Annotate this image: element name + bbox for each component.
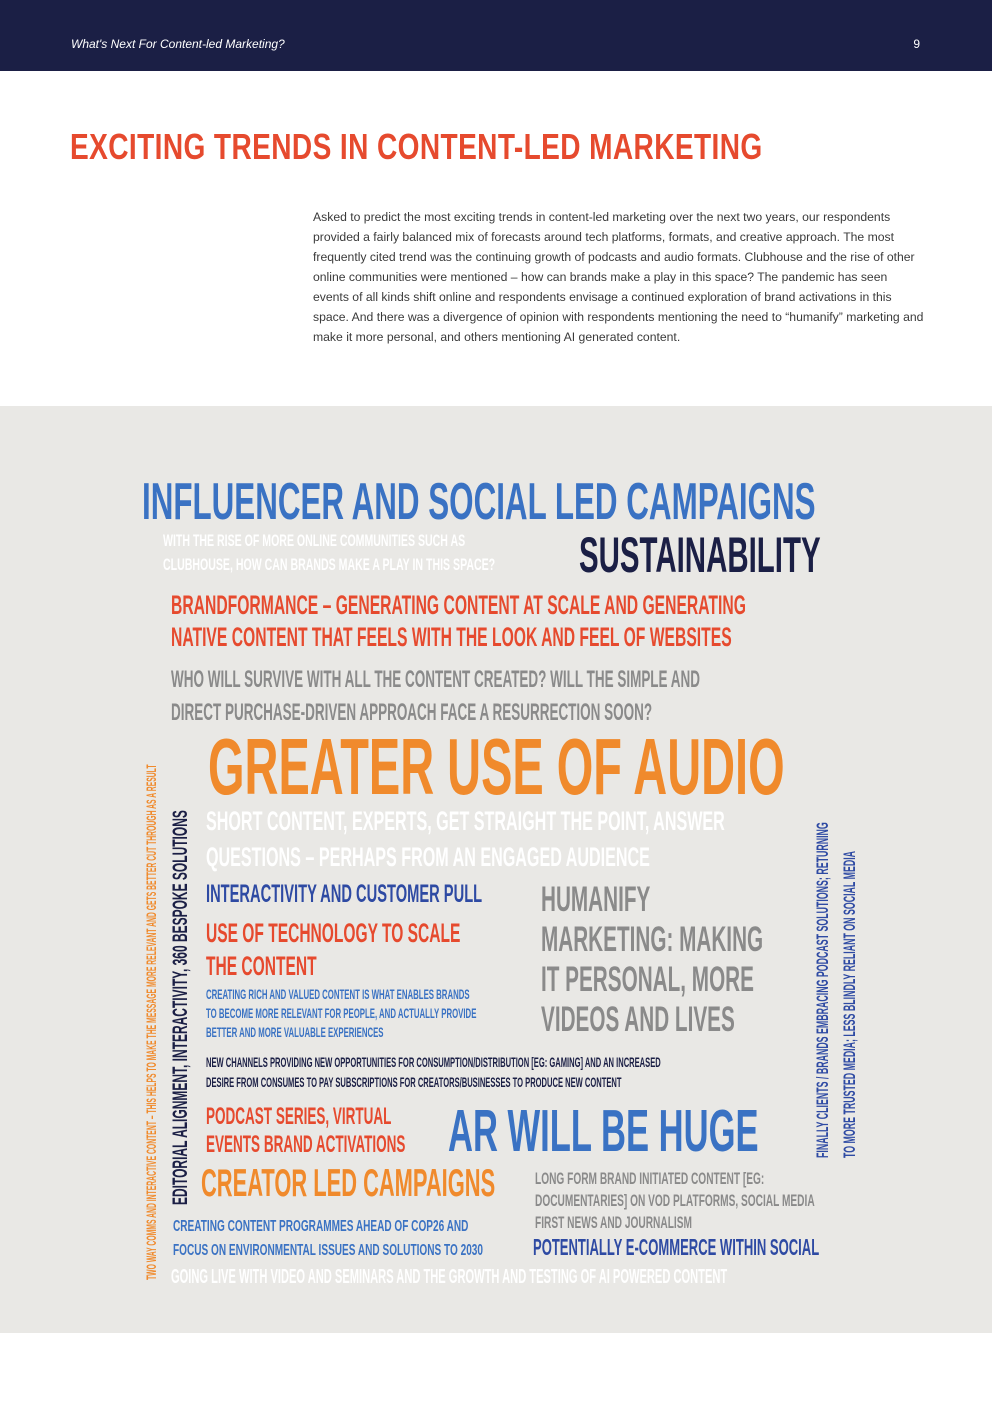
- phrase-influencer: INFLUENCER AND SOCIAL LED CAMPAIGNS: [142, 473, 816, 531]
- phrase-cop26-line: CREATING CONTENT PROGRAMMES AHEAD OF COP26 AND: [173, 1218, 469, 1235]
- page-header: [0, 0, 992, 71]
- intro-paragraph: Asked to predict the most exciting trends in content-led marketing over the next two years, our respondents provided a fairly balanced mix of forecasts around tech platforms, formats, and creative approach. The most frequently cited trend was the continuing growth of podcasts and audio formats. Clubhouse and the rise of other online communities were mentioned – how can brands make a play in this space? The pandemic has seen events of all kinds shift online and respondents envisage a continued exploration of brand activations in this space. And there was a divergence of opinion with respondents mentioning the need to “humanify” marketing and make it more personal, and others mentioning AI generated content.: [313, 210, 924, 344]
- phrase-clubhouse: [163, 529, 495, 577]
- phrase-technology-line: USE OF TECHNOLOGY TO SCALE: [206, 918, 461, 948]
- phrase-brandformance-line: BRANDFORMANCE – GENERATING CONTENT AT SCALE AND GENERATING: [171, 590, 746, 620]
- phrase-new-channels-line: NEW CHANNELS PROVIDING NEW OPPORTUNITIES FOR CONSUMPTION/DISTRIBUTION [EG: GAMING] AND AN INCREASED: [206, 1054, 661, 1070]
- page-title: EXCITING TRENDS IN CONTENT-LED MARKETING: [70, 126, 763, 167]
- phrase-survive: [171, 663, 700, 729]
- vertical-finally-clients: [809, 822, 863, 1158]
- phrase-humanify-line: VIDEOS AND LIVES: [541, 1000, 735, 1039]
- vertical-two-way-comms: TWO WAY COMMS AND INTERACTIVE CONTENT – THIS HELPS TO MAKE THE MESSAGE MORE RELEVANT AND GETS BETTER CUT THROUGH AS A RESULT: [143, 764, 159, 1280]
- phrase-technology-line: THE CONTENT: [206, 951, 317, 981]
- phrase-podcast-series-line: EVENTS BRAND ACTIVATIONS: [206, 1131, 406, 1158]
- phrase-brandformance: [171, 589, 746, 653]
- phrase-short-content: [206, 803, 725, 875]
- phrase-long-form-line: DOCUMENTARIES] ON VOD PLATFORMS, SOCIAL MEDIA: [535, 1191, 815, 1210]
- phrase-clubhouse-line: WITH THE RISE OF MORE ONLINE COMMUNITIES SUCH AS: [163, 531, 466, 550]
- phrase-greater-use-of-audio: GREATER USE OF AUDIO: [208, 722, 785, 811]
- word-cloud: [0, 406, 992, 1333]
- phrase-interactivity: INTERACTIVITY AND CUSTOMER PULL: [206, 880, 483, 908]
- phrase-rich-content-line: BETTER AND MORE VALUABLE EXPERIENCES: [206, 1024, 384, 1040]
- phrase-rich-content-line: CREATING RICH AND VALUED CONTENT IS WHAT ENABLES BRANDS: [206, 986, 470, 1002]
- phrase-humanify: [541, 880, 763, 1040]
- phrase-ar-will-be-huge: AR WILL BE HUGE: [448, 1098, 759, 1164]
- phrase-humanify-line: IT PERSONAL, MORE: [541, 960, 754, 999]
- phrase-survive-line: DIRECT PURCHASE-DRIVEN APPROACH FACE A RESURRECTION SOON?: [171, 699, 653, 726]
- phrase-creator-led-campaigns: CREATOR LED CAMPAIGNS: [201, 1162, 496, 1205]
- phrase-short-content-line: QUESTIONS – PERHAPS FROM AN ENGAGED AUDIENCE: [206, 842, 650, 872]
- phrase-long-form: [535, 1168, 815, 1234]
- phrase-ecommerce: POTENTIALLY E-COMMERCE WITHIN SOCIAL: [533, 1234, 820, 1260]
- phrase-podcast-series-line: PODCAST SERIES, VIRTUAL: [206, 1103, 392, 1130]
- phrase-short-content-line: SHORT CONTENT, EXPERTS, GET STRAIGHT THE POINT, ANSWER: [206, 806, 725, 836]
- header-title: What's Next For Content-led Marketing?: [71, 37, 285, 51]
- phrase-new-channels-line: DESIRE FROM CONSUMES TO PAY SUBSCRIPTIONS FOR CREATORS/BUSINESSES TO PRODUCE NEW CONTENT: [206, 1074, 622, 1090]
- phrase-long-form-line: FIRST NEWS AND JOURNALISM: [535, 1213, 692, 1232]
- phrase-clubhouse-line: CLUBHOUSE, HOW CAN BRANDS MAKE A PLAY IN THIS SPACE?: [163, 555, 496, 574]
- vertical-finally-clients-line: FINALLY CLIENTS / BRANDS EMBRACING PODCAST SOLUTIONS; RETURNING: [813, 822, 832, 1158]
- vertical-finally-clients-line: TO MORE TRUSTED MEDIA; LESS BLINDLY RELIANT ON SOCIAL MEDIA: [840, 850, 859, 1158]
- phrase-humanify-line: MARKETING: MAKING: [541, 920, 764, 959]
- phrase-cop26-line: FOCUS ON ENVIRONMENTAL ISSUES AND SOLUTIONS TO 2030: [173, 1242, 483, 1259]
- phrase-brandformance-line: NATIVE CONTENT THAT FEELS WITH THE LOOK AND FEEL OF WEBSITES: [171, 622, 732, 652]
- vertical-editorial-alignment: EDITORIAL ALIGNMENT, INTERACTIVITY, 360 BESPOKE SOLUTIONS: [169, 810, 192, 1205]
- phrase-long-form-line: LONG FORM BRAND INITIATED CONTENT [EG:: [535, 1169, 765, 1188]
- page-number: 9: [913, 37, 920, 51]
- phrase-survive-line: WHO WILL SURVIVE WITH ALL THE CONTENT CREATED? WILL THE SIMPLE AND: [171, 666, 701, 693]
- phrase-rich-content: [206, 985, 476, 1042]
- phrase-sustainability: SUSTAINABILITY: [579, 527, 821, 583]
- phrase-podcast-series: [206, 1103, 405, 1159]
- phrase-rich-content-line: TO BECOME MORE RELEVANT FOR PEOPLE, AND ACTUALLY PROVIDE: [206, 1005, 477, 1021]
- phrase-humanify-line: HUMANIFY: [541, 880, 651, 919]
- phrase-technology: [206, 917, 460, 983]
- phrase-cop26: [173, 1215, 483, 1263]
- phrase-going-live: GOING LIVE WITH VIDEO AND SEMINARS AND THE GROWTH AND TESTING OF AI POWERED CONTENT: [171, 1266, 728, 1288]
- phrase-new-channels: [206, 1052, 661, 1092]
